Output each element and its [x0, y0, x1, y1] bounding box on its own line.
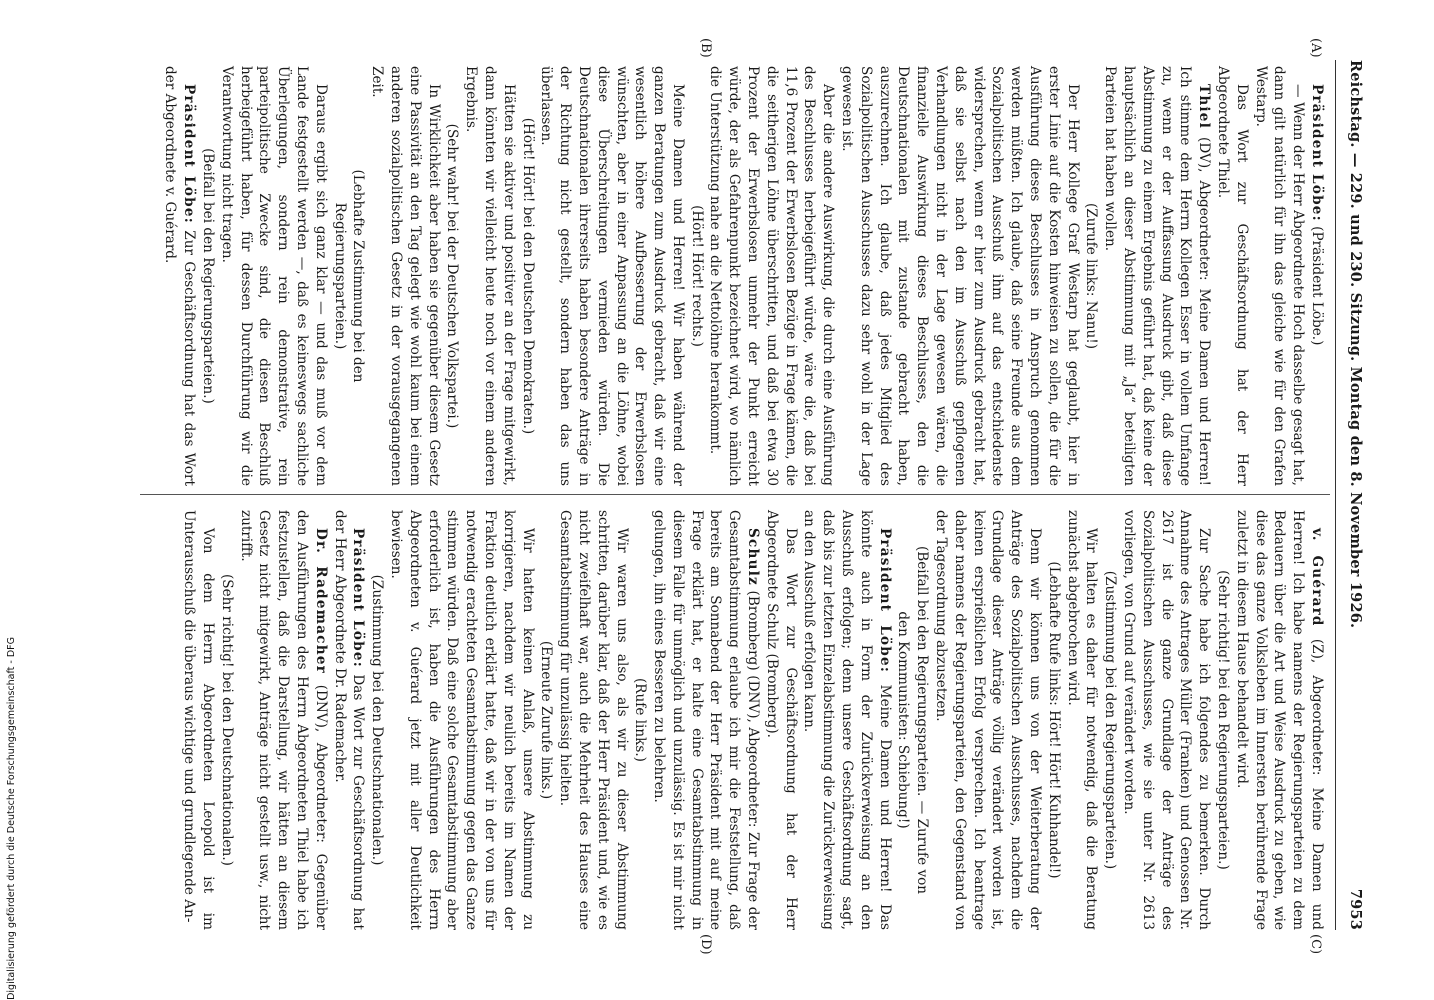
credit-text: Digitalisierung gefördert durch die Deutsche Forschungsgemeinschaft - DFG	[5, 637, 17, 1000]
speech-paragraph	[330, 510, 368, 930]
speaker-name: Präsident Löbe:	[350, 528, 367, 668]
margin-letter-d: (D)	[698, 934, 713, 955]
speech-text: (DNV), Abgeordneter: Gegenüber den Ausführungen des Herrn Abgeordneten Thiel habe ich festzustellen, daß die Darstellung, wir hätten an diesem Gesetz nicht mitgewirkt, Anträge nicht gestellt usw., nicht zutrifft.	[237, 510, 329, 930]
body-paragraph: Wir halten es daher für notwendig, daß die Beratung zunächst abgebrochen wird.	[1064, 510, 1100, 930]
speech-text: Zur Geschäftsordnung hat das Wort der Abgeordnete v. Guérard.	[162, 66, 198, 486]
speaker-name: Thiel	[1196, 84, 1213, 129]
speaker-name: Präsident Löbe:	[181, 84, 198, 224]
body-paragraph: Meine Damen und Herren! Wir haben während der ganzen Beratungen zum Ausdruck gebracht, daß wir eine wesentlich höhere Aufbesserung der Erwerbslosen wünschten, aber in einer Anpassung an die Löhne, wobei diese Überschreitungen vermieden würden. Die Deutschnationalen ihrerseits haben besondere Anträge in der Richtung nicht gestellt, sondern haben das uns überlassen.	[538, 66, 686, 486]
interjection: (Zustimmung bei den Deutschnationalen.)	[369, 574, 386, 866]
interjection: (Sehr wahr! bei der Deutschen Volkspartei.)	[444, 123, 461, 429]
speaker-name: Schulz	[745, 528, 762, 586]
margin-letter-a: (A)	[1308, 38, 1323, 58]
header-rule	[1335, 60, 1336, 930]
speech-paragraph	[161, 66, 199, 486]
speech-text: (Bromberg) (DNV), Abgeordneter: Zur Frage der Gesamtabstimmung erlaube ich mir die Feststellung, daß bereits am Sonnabend der Herr Präsident mit auf meine Frage erklärt hat, er halte eine Gesamtabstimmung in diesem Falle für unmöglich und unzulässig. Es ist mir nicht gelungen, ihn eines Besseren zu belehren.	[651, 510, 762, 930]
speech-paragraph	[1100, 66, 1213, 486]
speech-text: Das Wort zur Geschäftsordnung hat der Herr Abgeordnete Dr. Rademacher.	[331, 510, 367, 930]
margin-letter-c: (C)	[1308, 934, 1323, 955]
body-paragraph: Von dem Herrn Abgeordneten Leopold ist im Unterausschuß die überaus wichtige und grundlegende An-	[181, 510, 216, 930]
speech-paragraph	[1307, 66, 1326, 486]
interjection: (Lebhafte Rufe links: Hört! Hört! Kuhhandel!)	[1045, 561, 1062, 879]
speech-paragraph	[649, 510, 762, 930]
speech-paragraph	[800, 510, 894, 930]
body-paragraph: Wir hatten keinen Anlaß, unsere Abstimmung zu korrigieren, nachdem wir neulich bereits im Namen der Fraktion deutlich erklärt hatte, daß wir in der von uns für notwendig erachteten Gesamtabstimmung gegen das Ganze stimmen würden. Daß eine solche Gesamtabstimmung aber erforderlich ist, haben die Ausführungen des Herrn Abgeordneten v. Guérard jetzt mit aller Deutlichkeit bewiesen.	[387, 510, 536, 930]
interjection: (Zurufe links: Nanu!)	[1083, 203, 1100, 349]
body-paragraph: Hätten sie aktiver und positiver an der Frage mitgewirkt, dann könnten wir vielleicht heute noch vor einem anderen Ergebnis.	[463, 66, 517, 486]
speech-paragraph	[1232, 510, 1326, 930]
body-paragraph: Daraus ergibt sich ganz klar — und das muß vor dem Lande festgestellt werden —, daß es keineswegs sachliche Überlegungen, sondern rein demonstrative, rein parteipolitische Zwecke sind, die diesen Beschluß herbeigeführt haben, für dessen Durchführung wir die Verantwortung nicht tragen.	[218, 66, 329, 486]
interjection: (Sehr richtig! bei den Deutschnationalen.)	[218, 574, 235, 866]
margin-letter-b: (B)	[698, 38, 713, 58]
speaker-name: Präsident Löbe:	[1309, 84, 1325, 222]
speaker-name: Dr. Rademacher	[312, 528, 329, 675]
interjection: (Zustimmung bei den Regierungsparteien.)	[1102, 570, 1119, 870]
digitization-credit	[0, 600, 22, 1000]
body-paragraph: Der Herr Kollege Graf Westarp hat geglaubt, hier in erster Linie auf die Kosten hinweisen zu sollen, die für die Ausführung dieses Beschlusses in Anspruch genommen werden müßten. Ich glaube, daß seine Freunde aus dem Sozialpolitischen Ausschuß ihm auf das entschiedenste widersprechen, wenn er hier zum Ausdruck gebracht hat, daß sie selbst nach den im Ausschuß gepflogenen Verhandlungen nicht in der Lage gewesen wären, die finanzielle Auswirkung dieses Beschlusses, den die Deutschnationalen mit zustande gebracht haben, auszurechnen. Ich glaube, daß jedes Mitglied des Sozialpolitischen Ausschusses dazu sehr wohl in der Lage gewesen ist.	[839, 66, 1081, 486]
speaker-name: v. Guérard	[1309, 528, 1325, 627]
right-column	[179, 510, 1326, 930]
body-paragraph: Das Wort zur Geschäftsordnung hat der Herr Abgeordnete Schulz (Bromberg).	[763, 510, 799, 930]
body-paragraph: Das Wort zur Geschäftsordnung hat der Herr Abgeordnete Thiel.	[1215, 66, 1250, 486]
speech-text: Meine Damen und Herren! Das könnte auch in Form der Zurückverweisung an den Ausschuß erfolgen; denn unsere Geschäftsordnung sagt, daß bis zur letzten Einzelabstimmung die Zurückverweisung an den Ausschuß erfolgen kann.	[801, 510, 893, 930]
page-header	[1336, 60, 1364, 930]
interjection: (Rufe links.)	[632, 678, 649, 762]
body-paragraph: Zur Sache habe ich folgendes zu bemerken. Durch Annahme des Antrages Müller (Franken) und Genossen Nr. 2617 ist die ganze Grundlage der Anträge des Sozialpolitischen Ausschusses, wie sie unter Nr. 2613 vorliegen, von Grund auf verändert worden.	[1121, 510, 1213, 930]
left-column	[161, 66, 1326, 486]
interjection: (Hört! Hört! rechts.)	[688, 205, 705, 347]
body-paragraph: In Wirklichkeit aber haben sie gegenüber diesem Gesetz eine Passivität an den Tag gelegt wie wohl kaum bei einem anderen sozialpolitischen Gesetz in der vorausgegangenen Zeit.	[369, 66, 442, 486]
body-paragraph: — Wenn der Herr Abgeordnete Hoch dasselbe gesagt hat, dann gilt natürlich für ihn das gleiche wie für den Grafen Westarp.	[1252, 66, 1307, 486]
document-page	[74, 0, 1374, 1000]
body-paragraph: Denn wir können uns von der Weiterberatung der Anträge des Sozialpolitischen Ausschusses, nachdem die Grundlage dieser Anträge völlig verändert worden ist, keinen ersprießlichen Erfolg versprechen. Ich beantrage daher namens der Regierungsparteien, den Gegenstand von der Tagesordnung abzusetzen.	[933, 510, 1044, 930]
speech-text: (Präsident Löbe.)	[1309, 221, 1325, 346]
header-title: Reichstag. — 229. und 230. Sitzung. Montag den 8. November 1926.	[1347, 60, 1364, 629]
interjection: (Erneute Zurufe links.)	[538, 640, 555, 800]
body-paragraph: Wir waren uns also, als wir zu dieser Abstimmung schritten, darüber klar, daß der Herr Präsident und, wie es nicht zweifelhaft war, auch die Mehrheit des Hauses eine Gesamtabstimmung für unzulässig hielten.	[557, 510, 630, 930]
interjection: (Sehr richtig! bei den Regierungsparteien.)	[1215, 570, 1232, 870]
speech-text: (DV), Abgeordneter: Meine Damen und Herren! Ich stimme dem Herrn Kollegen Esser in vollem Umfange zu, wenn er der Auffassung Ausdruck gibt, daß diese Abstimmung zu einem Ergebnis geführt hat, daß keine der hauptsächlich an dieser Abstimmung mit „Ja“ beteiligten Parteien hat haben wollen.	[1102, 66, 1213, 486]
speech-paragraph	[236, 510, 330, 930]
interjection: (Beifall bei den Regierungsparteien.)	[199, 148, 216, 404]
body-paragraph: Aber die andere Auswirkung, die durch eine Ausführung des Beschlusses herbeigeführt würde, wäre die, daß bei 11,6 Prozent der Erwerbslosen Bezüge in Frage kämen, die die seitherigen Löhne überschritten, und daß bei etwa 30 Prozent der Erwerbslosen unmehr der Punkt erreicht würde, der als Gefahrenpunkt bezeichnet wird, wo nämlich die Unterstützung nahe an die Nettolöhne herankommt.	[707, 66, 837, 486]
column-separator	[140, 494, 1330, 495]
speaker-name: Präsident Löbe:	[876, 528, 893, 674]
interjection: (Lebhafte Zustimmung bei den Regierungsparteien.)	[331, 169, 367, 383]
page-number: 7953	[1347, 888, 1364, 930]
interjection: (Hört! Hört! bei den Deutschen Demokraten.)	[519, 117, 536, 435]
speech-text: (Z), Abgeordneter: Meine Damen und Herren! Ich habe namens der Regierungsparteien zu dem Bedauern über die Art und Weise Ausdruck zu geben, wie diese das ganze Volksleben im Innersten berührende Frage zuletzt in diesem Hause behandelt wird.	[1233, 510, 1325, 930]
interjection: (Beifall bei den Regierungsparteien. — Zurufe von den Kommunisten: Schiebung!)	[895, 545, 931, 895]
